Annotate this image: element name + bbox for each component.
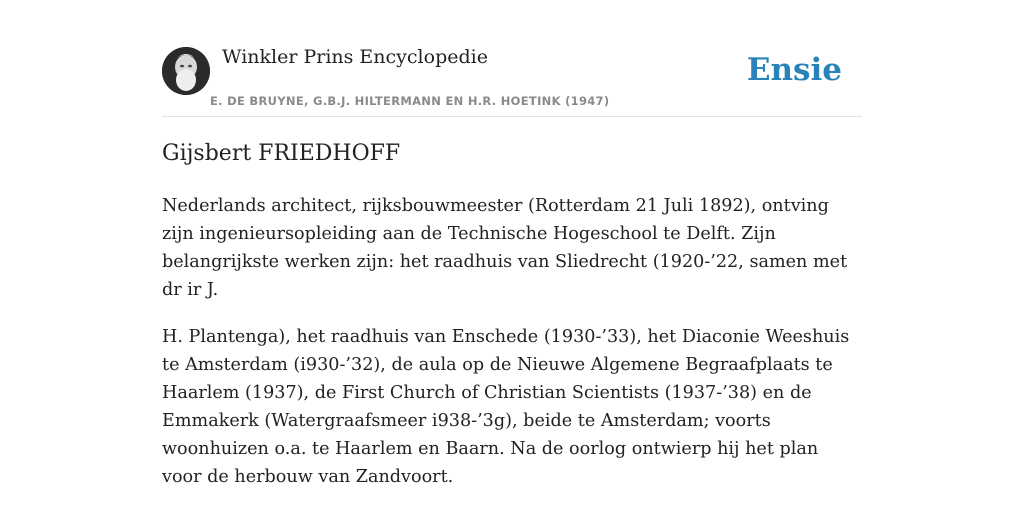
entry-body bbox=[162, 192, 862, 510]
entry-title: Gijsbert FRIEDHOFF bbox=[162, 141, 401, 166]
page bbox=[162, 0, 862, 487]
author-portrait-icon[interactable] bbox=[162, 47, 210, 95]
brand-logo[interactable]: Ensie bbox=[746, 52, 842, 88]
source-title[interactable]: Winkler Prins Encyclopedie bbox=[222, 46, 488, 68]
paragraph: Nederlands architect, rijksbouwmeester (Rotterdam 21 Juli 1892), ontving zijn ingenieursopleiding aan de Technische Hogeschool te Delft. Zijn belangrijkste werken zijn: het raadhuis van Sliedrecht (1920-’22, samen met dr ir J. bbox=[162, 196, 848, 300]
authors-byline: E. DE BRUYNE, G.B.J. HILTERMANN EN H.R. HOETINK (1947) bbox=[210, 94, 610, 108]
paragraph: H. Plantenga), het raadhuis van Enschede (1930-’33), het Diaconie Weeshuis te Amsterdam (i930-’32), de aula op de Nieuwe Algemene Begraafplaats te Haarlem (1937), de First Church of Christian Scientists (1937-’38) en de Emmakerk (Watergraafsmeer i938-’3g), beide te Amsterdam; voorts woonhuizen o.a. te Haarlem en Baarn. Na de oorlog ontwierp hij het plan voor de herbouw van Zandvoort. bbox=[162, 327, 850, 487]
header bbox=[162, 0, 862, 117]
